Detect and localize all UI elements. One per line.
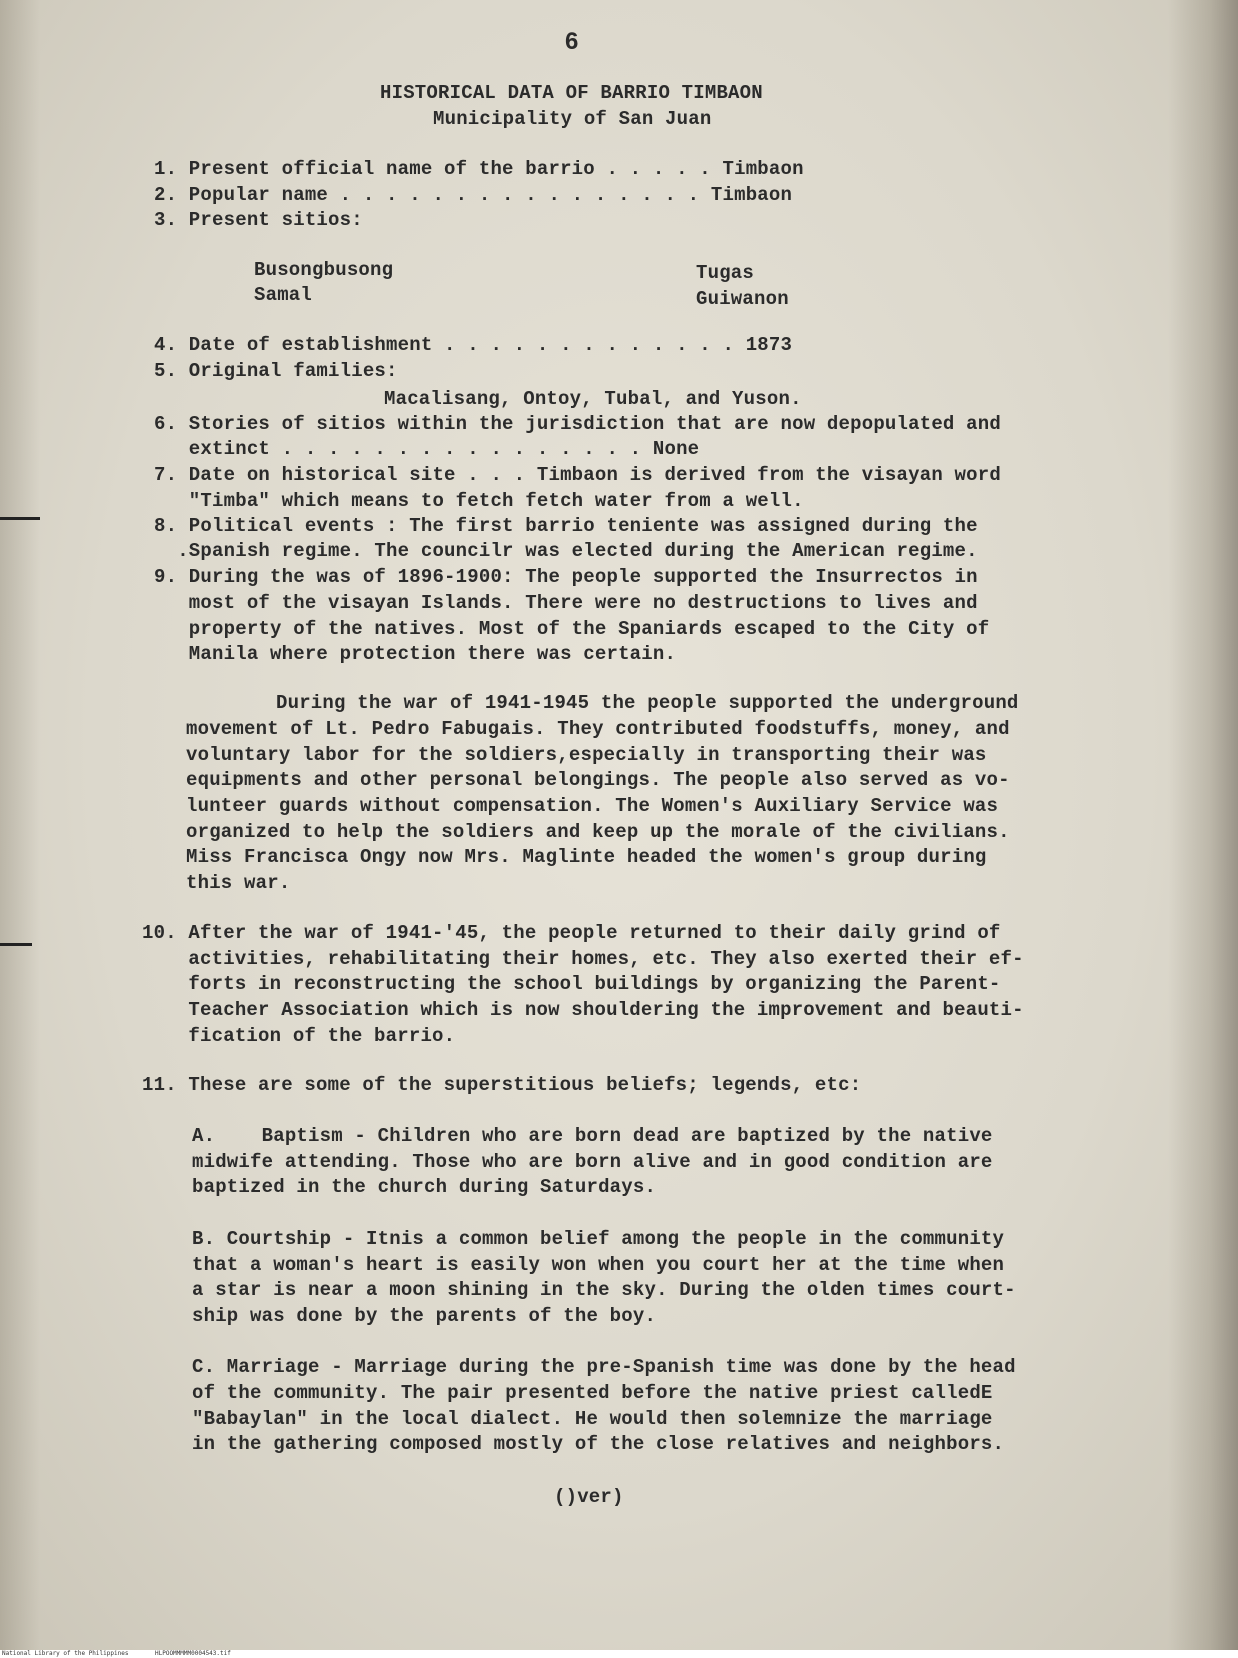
footer-filename: HLPOOMMMMM0004543.tif — [155, 1650, 231, 1657]
sitio-name: Samal — [254, 284, 313, 306]
margin-mark — [0, 943, 32, 946]
paragraph-line: movement of Lt. Pedro Fabugais. They contributed foodstuffs, money, and — [186, 718, 1010, 740]
paragraph-line: this war. — [186, 872, 291, 894]
item-10: fication of the barrio. — [142, 1025, 456, 1047]
item-3: 3. Present sitios: — [154, 209, 363, 231]
item-4: 4. Date of establishment . . . . . . . . . . . . . 1873 — [154, 334, 793, 356]
item-1: 1. Present official name of the barrio . . . . . Timbaon — [154, 158, 804, 180]
belief-marriage: in the gathering composed mostly of the close relatives and neighbors. — [192, 1433, 1005, 1455]
margin-mark — [0, 517, 40, 520]
item-9: Manila where protection there was certain. — [154, 643, 677, 665]
item-9: 9. During the was of 1896-1900: The people supported the Insurrectos in — [154, 566, 978, 588]
paragraph-line: voluntary labor for the soldiers,especially in transporting their was — [186, 744, 987, 766]
belief-marriage: C. Marriage - Marriage during the pre-Spanish time was done by the head — [192, 1356, 1016, 1378]
belief-courtship: a star is near a moon shining in the sky. During the olden times court- — [192, 1279, 1016, 1301]
belief-baptism: A. Baptism - Children who are born dead are baptized by the native — [192, 1125, 993, 1147]
right-edge-shadow — [1168, 0, 1238, 1650]
belief-baptism: baptized in the church during Saturdays. — [192, 1176, 657, 1198]
item-10: forts in reconstructing the school buildings by organizing the Parent- — [142, 973, 1001, 995]
footer-source: National Library of the Philippines — [2, 1650, 129, 1657]
item-10: activities, rehabilitating their homes, etc. They also exerted their ef- — [142, 948, 1024, 970]
belief-marriage: of the community. The pair presented before the native priest calledE — [192, 1382, 993, 1404]
sitio-name: Busongbusong — [254, 259, 394, 281]
page-number: 6 — [565, 28, 579, 55]
belief-courtship: that a woman's heart is easily won when you court her at the time when — [192, 1254, 1005, 1276]
item-2: 2. Popular name . . . . . . . . . . . . . . . . Timbaon — [154, 184, 793, 206]
item-7: 7. Date on historical site . . . Timbaon is derived from the visayan word — [154, 464, 1001, 486]
scan-footer — [0, 1650, 1238, 1658]
paragraph-line: organized to help the soldiers and keep up the morale of the civilians. — [186, 821, 1010, 843]
item-7: "Timba" which means to fetch fetch water from a well. — [154, 490, 804, 512]
document-title: HISTORICAL DATA OF BARRIO TIMBAON — [380, 82, 763, 104]
item-6: extinct . . . . . . . . . . . . . . . . None — [154, 438, 700, 460]
paragraph-line: lunteer guards without compensation. The Women's Auxiliary Service was — [186, 795, 999, 817]
item-5: 5. Original families: — [154, 360, 398, 382]
belief-courtship: ship was done by the parents of the boy. — [192, 1305, 657, 1327]
item-8: .Spanish regime. The councilr was elected during the American regime. — [154, 540, 978, 562]
left-edge-shadow — [0, 0, 40, 1650]
item-9: property of the natives. Most of the Spaniards escaped to the City of — [154, 618, 990, 640]
item-11: 11. These are some of the superstitious beliefs; legends, etc: — [142, 1074, 862, 1096]
belief-marriage: "Babaylan" in the local dialect. He would then solemnize the marriage — [192, 1408, 993, 1430]
item-10: Teacher Association which is now shouldering the improvement and beauti- — [142, 999, 1024, 1021]
item-9: most of the visayan Islands. There were no destructions to lives and — [154, 592, 978, 614]
paragraph-line: During the war of 1941-1945 the people supported the underground — [276, 692, 1019, 714]
document-subtitle: Municipality of San Juan — [433, 108, 712, 130]
paragraph-line: Miss Francisca Ongy now Mrs. Maglinte headed the women's group during — [186, 846, 987, 868]
paragraph-line: equipments and other personal belongings. The people also served as vo- — [186, 769, 1010, 791]
belief-baptism: midwife attending. Those who are born alive and in good condition are — [192, 1151, 993, 1173]
sitio-name: Tugas — [696, 262, 755, 284]
sitio-name: Guiwanon — [696, 288, 789, 310]
belief-courtship: B. Courtship - Itnis a common belief among the people in the community — [192, 1228, 1005, 1250]
over-note: ()ver) — [554, 1486, 624, 1508]
item-8: 8. Political events : The first barrio teniente was assigned during the — [154, 515, 978, 537]
item-6: 6. Stories of sitios within the jurisdiction that are now depopulated and — [154, 413, 1001, 435]
item-10: 10. After the war of 1941-'45, the people returned to their daily grind of — [142, 922, 1001, 944]
original-families: Macalisang, Ontoy, Tubal, and Yuson. — [384, 388, 802, 410]
